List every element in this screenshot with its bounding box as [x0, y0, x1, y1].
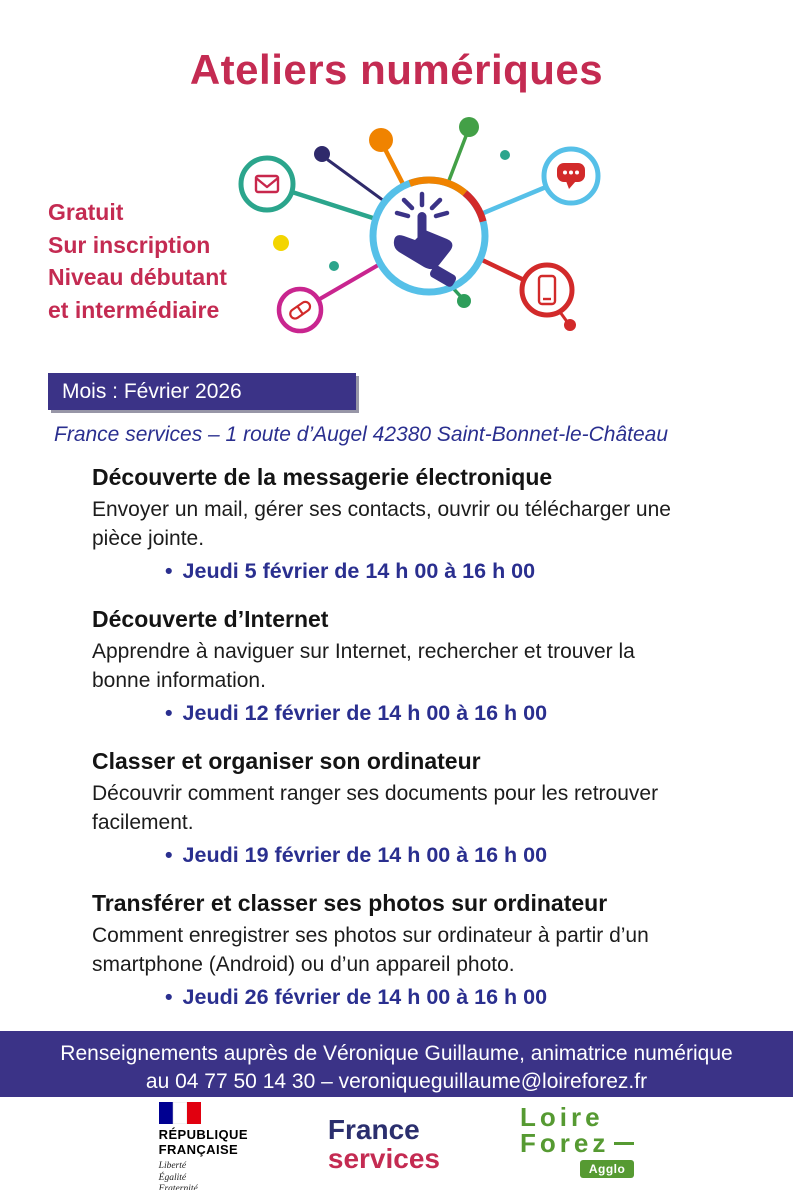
loire-forez-logo	[520, 1104, 634, 1178]
france-services-line1: France	[327, 1114, 420, 1145]
date-bullet: •	[165, 701, 173, 725]
highlights-block	[48, 196, 227, 326]
envelope-node	[241, 158, 293, 210]
highlight-line-inscription: Sur inscription	[48, 231, 211, 258]
date-bullet: •	[165, 843, 173, 867]
workshop-date	[92, 701, 698, 726]
digital-network-illustration	[222, 112, 622, 357]
highlight-line-niveau: Niveau débutant	[48, 264, 227, 290]
france-services-line2: services	[327, 1143, 440, 1174]
location-line: France services – 1 route d’Augel 42380 Saint-Bonnet-le-Château	[54, 423, 669, 446]
workshop-date	[92, 985, 698, 1010]
french-flag-icon	[159, 1102, 201, 1124]
workshop-list	[92, 464, 698, 1032]
date-bullet: •	[165, 985, 173, 1009]
rf-motto-line2: Égalité	[158, 1172, 187, 1183]
workshop-date	[92, 559, 698, 584]
highlight-line-gratuit: Gratuit	[48, 199, 124, 225]
highlight-line-intermediaire: et intermédiaire	[48, 296, 220, 323]
workshop-item	[92, 748, 698, 868]
speech-bubble-node	[544, 149, 598, 203]
central-click-node	[373, 180, 485, 292]
workshop-item	[92, 890, 698, 1010]
workshop-title: Découverte de la messagerie électronique	[92, 464, 553, 490]
france-services-logo	[328, 1115, 440, 1173]
workshop-description: Découvrir comment ranger ses documents pour les retrouver facilement.	[92, 782, 659, 834]
date-bullet: •	[165, 559, 173, 583]
rf-motto	[159, 1161, 198, 1190]
workshop-date-text: Jeudi 12 février de 14 h 00 à 16 h 00	[182, 701, 548, 725]
workshop-item	[92, 606, 698, 726]
footer-info-line: Renseignements auprès de Véronique Guillaume, animatrice numérique	[60, 1042, 733, 1065]
month-banner: Mois : Février 2026	[48, 373, 356, 410]
workshop-date-text: Jeudi 26 février de 14 h 00 à 16 h 00	[182, 985, 548, 1009]
loire-forez-agglo-badge: Agglo	[580, 1160, 635, 1178]
workshop-title: Découverte d’Internet	[92, 606, 329, 632]
rf-motto-line3: Fraternité	[158, 1184, 198, 1190]
footer-banner	[0, 1031, 793, 1097]
rf-name-line1: RÉPUBLIQUE	[158, 1127, 248, 1142]
loire-forez-line1: Loire	[520, 1102, 604, 1132]
loire-forez-line2: Forez	[520, 1130, 634, 1156]
workshop-title: Transférer et classer ses photos sur ordinateur	[92, 890, 608, 916]
workshop-description: Apprendre à naviguer sur Internet, rechercher et trouver la bonne information.	[92, 640, 635, 692]
workshop-date	[92, 843, 698, 868]
workshop-date-text: Jeudi 19 février de 14 h 00 à 16 h 00	[182, 843, 548, 867]
workshop-description: Comment enregistrer ses photos sur ordinateur à partir d’un smartphone (Android) ou d’un appareil photo.	[92, 924, 649, 976]
rf-name	[159, 1127, 248, 1157]
workshop-item	[92, 464, 698, 584]
republique-francaise-logo	[159, 1102, 248, 1190]
workshop-description: Envoyer un mail, gérer ses contacts, ouvrir ou télécharger une pièce jointe.	[92, 498, 671, 550]
rf-name-line2: FRANÇAISE	[158, 1142, 239, 1157]
rf-motto-line1: Liberté	[158, 1161, 187, 1171]
workshop-title: Classer et organiser son ordinateur	[92, 748, 481, 774]
pill-node	[279, 289, 321, 331]
logo-row	[0, 1098, 793, 1190]
workshop-date-text: Jeudi 5 février de 14 h 00 à 16 h 00	[182, 559, 536, 583]
network-illustration-svg	[222, 112, 622, 357]
page-title: Ateliers numériques	[189, 46, 604, 93]
footer-contact-line: au 04 77 50 14 30 – veroniqueguillaume@loireforez.fr	[145, 1070, 648, 1093]
smartphone-node	[522, 265, 572, 315]
